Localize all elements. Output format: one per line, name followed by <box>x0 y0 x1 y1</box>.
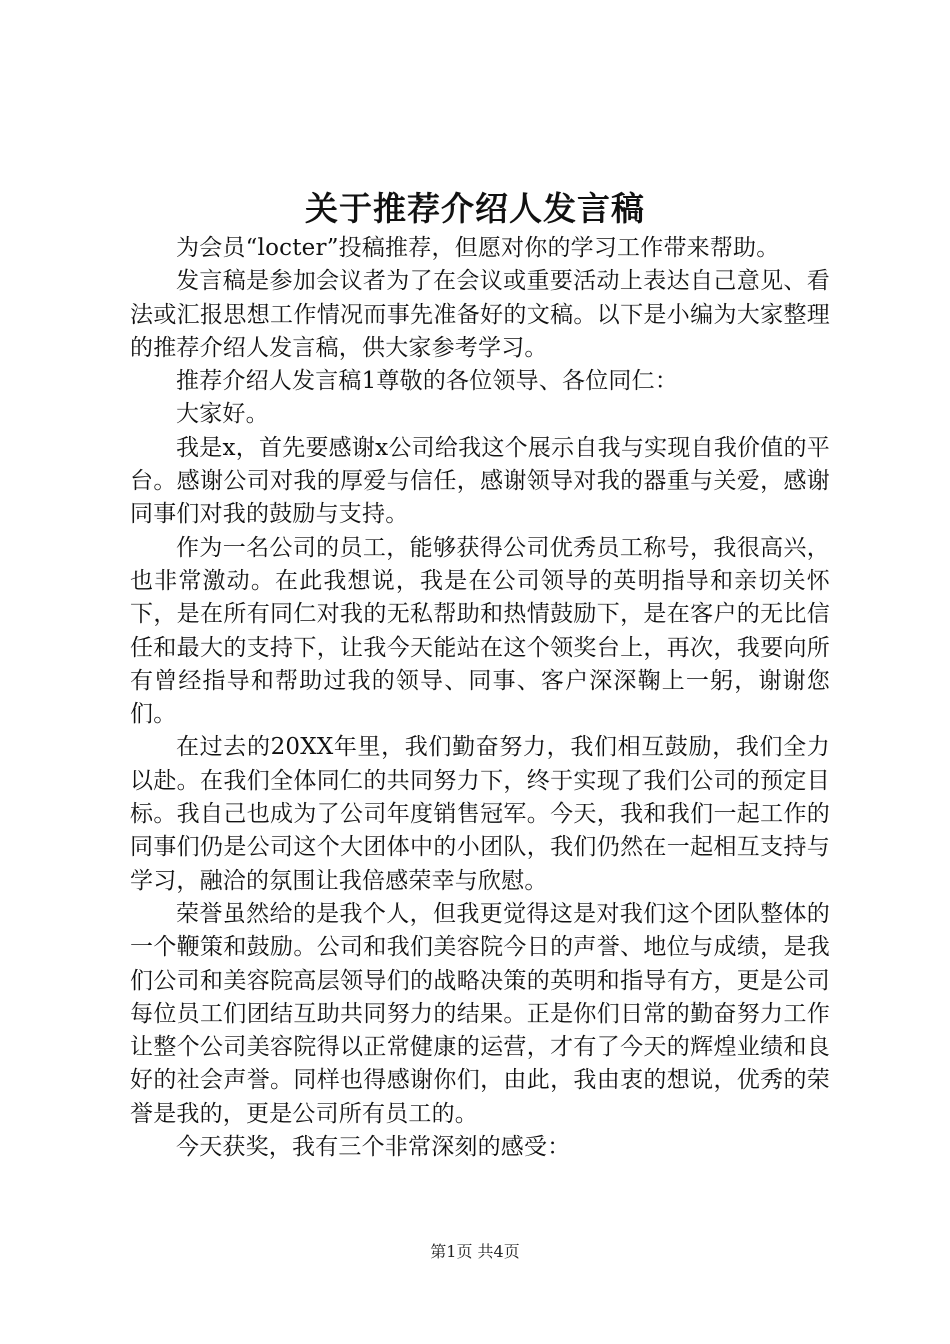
document-body <box>130 232 830 1164</box>
page-title: 关于推荐介绍人发言稿 <box>305 189 645 228</box>
page-number-footer: 第1页 共4页 <box>430 1242 520 1261</box>
paragraph-honor: 荣誉虽然给的是我个人，但我更觉得这是对我们这个团队整体的一个鞭策和鼓励。公司和我们美容院今日的声誉、地位与成绩，是我们公司和美容院高层领导们的战略决策的英明和指导有方，更是公司每位员工们团结互助共同努力的结果。正是你们日常的勤奋努力工作让整个公司美容院得以正常健康的运营，才有了今天的辉煌业绩和良好的社会声誉。同样也得感谢你们，由此，我由衷的想说，优秀的荣誉是我的，更是公司所有员工的。 <box>130 900 830 1127</box>
paragraph-thanks: 我是x，首先要感谢x公司给我这个展示自我与实现自我价值的平台。感谢公司对我的厚爱与信任，感谢领导对我的器重与关爱，感谢同事们对我的鼓励与支持。 <box>130 434 830 528</box>
paragraph-greeting: 大家好。 <box>176 401 269 428</box>
paragraph-past-year: 在过去的20XX年里，我们勤奋努力，我们相互鼓励，我们全力以赴。在我们全体同仁的共同努力下，终于实现了我们公司的预定目标。我自己也成为了公司年度销售冠军。今天，我和我们一起工作的同事们仍是公司这个大团体中的小团队，我们仍然在一起相互支持与学习，融洽的氛围让我倍感荣幸与欣慰。 <box>130 734 830 894</box>
paragraph-award: 作为一名公司的员工，能够获得公司优秀员工称号，我很高兴，也非常激动。在此我想说，我是在公司领导的英明指导和亲切关怀下，是在所有同仁对我的无私帮助和热情鼓励下，是在客户的无比信任和最大的支持下，让我今天能站在这个领奖台上，再次，我要向所有曾经指导和帮助过我的领导、同事、客户深深鞠上一躬，谢谢您们。 <box>130 534 830 728</box>
paragraph-intro: 为会员“locter”投稿推荐，但愿对你的学习工作带来帮助。 <box>176 235 780 261</box>
paragraph-heading-salutation: 推荐介绍人发言稿1尊敬的各位领导、各位同仁： <box>176 368 679 395</box>
paragraph-definition: 发言稿是参加会议者为了在会议或重要活动上表达自己意见、看法或汇报思想工作情况而事先准备好的文稿。以下是小编为大家整理的推荐介绍人发言稿，供大家参考学习。 <box>130 268 830 361</box>
paragraph-feelings: 今天获奖，我有三个非常深刻的感受： <box>176 1134 571 1161</box>
